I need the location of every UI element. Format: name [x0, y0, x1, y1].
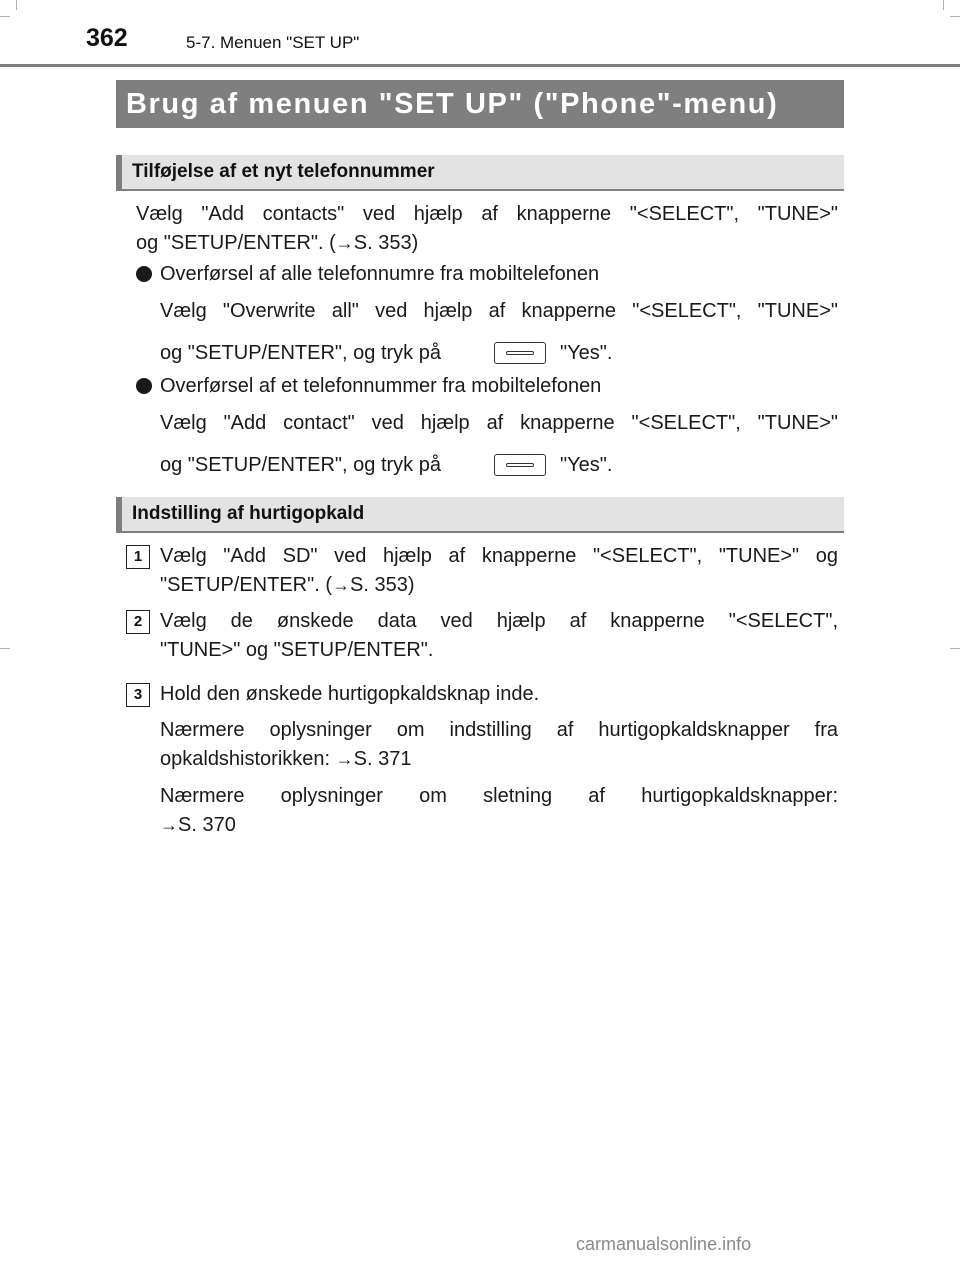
- bullet-title-transfer-all: Overførsel af alle telefonnumre fra mobiltelefonen: [160, 263, 600, 285]
- bullet2-line-1: Vælg "Add contact" ved hjælp af knapperne "<SELECT", "TUNE>": [160, 412, 838, 434]
- page-reference-link[interactable]: S. 353): [350, 574, 415, 596]
- step1-text: "SETUP/ENTER". (: [160, 574, 332, 596]
- step-number: 2: [126, 610, 150, 634]
- step3-note1-line-1: Nærmere oplysninger om indstilling af hurtigopkaldsknapper fra: [160, 719, 838, 741]
- bullet1-yes: "Yes".: [560, 342, 613, 364]
- section-heading-add-number: Tilføjelse af et nyt telefonnummer: [116, 155, 844, 191]
- arrow-icon: →: [335, 749, 354, 769]
- step1-line-2: [160, 571, 838, 600]
- bullet2-line-2: og "SETUP/ENTER", og tryk på: [160, 454, 441, 476]
- crop-mark: [943, 0, 944, 10]
- bullet1-line-1: Vælg "Overwrite all" ved hjælp af knapperne "<SELECT", "TUNE>": [160, 300, 838, 322]
- step3-line-1: Hold den ønskede hurtigopkaldsknap inde.: [160, 683, 540, 705]
- arrow-icon: →: [160, 815, 178, 835]
- bullet-icon: [136, 266, 152, 282]
- page-number: 362: [86, 24, 128, 52]
- crop-mark: [950, 16, 960, 17]
- step1-line-1: Vælg "Add SD" ved hjælp af knapperne "<SELECT", "TUNE>" og: [160, 545, 838, 567]
- header-divider: [0, 64, 960, 67]
- arrow-icon: →: [335, 233, 354, 253]
- section-reference: 5-7. Menuen "SET UP": [186, 33, 360, 52]
- bullet2-yes: "Yes".: [560, 454, 613, 476]
- intro-text: og "SETUP/ENTER". (: [136, 232, 336, 254]
- bullet-icon: [136, 378, 152, 394]
- step-number: 1: [126, 545, 150, 569]
- page-reference-link[interactable]: S. 370: [178, 814, 236, 836]
- note1-text: opkaldshistorikken:: [160, 748, 336, 770]
- page-title: Brug af menuen "SET UP" ("Phone"-menu): [116, 80, 844, 128]
- arrow-icon: →: [332, 575, 350, 595]
- step3-note2-line-2: [160, 811, 838, 840]
- step3-note2-line-1: Nærmere oplysninger om sletning af hurtigopkaldsknapper:: [160, 785, 838, 807]
- step3-note1-line-2: [160, 745, 838, 774]
- page-reference-link[interactable]: S. 371: [353, 748, 412, 770]
- bullet1-line-2: og "SETUP/ENTER", og tryk på: [160, 342, 441, 364]
- page-reference-link[interactable]: S. 353): [353, 232, 419, 254]
- bullet-title-transfer-one: Overførsel af et telefonnummer fra mobiltelefonen: [160, 375, 602, 397]
- crop-mark: [16, 0, 17, 10]
- section-heading-speed-dial: Indstilling af hurtigopkald: [116, 497, 844, 533]
- step2-line-1: Vælg de ønskede data ved hjælp af knapperne "<SELECT",: [160, 610, 838, 632]
- intro-line-2: [136, 229, 838, 258]
- crop-mark: [0, 16, 10, 17]
- intro-line-1: Vælg "Add contacts" ved hjælp af knapperne "<SELECT", "TUNE>": [136, 203, 838, 225]
- crop-mark: [0, 648, 10, 649]
- phone-button-icon: [494, 342, 546, 364]
- watermark: carmanualsonline.info: [576, 1234, 752, 1254]
- step-number: 3: [126, 683, 150, 707]
- crop-mark: [950, 648, 960, 649]
- step2-line-2: "TUNE>" og "SETUP/ENTER".: [160, 639, 434, 661]
- phone-button-icon: [494, 454, 546, 476]
